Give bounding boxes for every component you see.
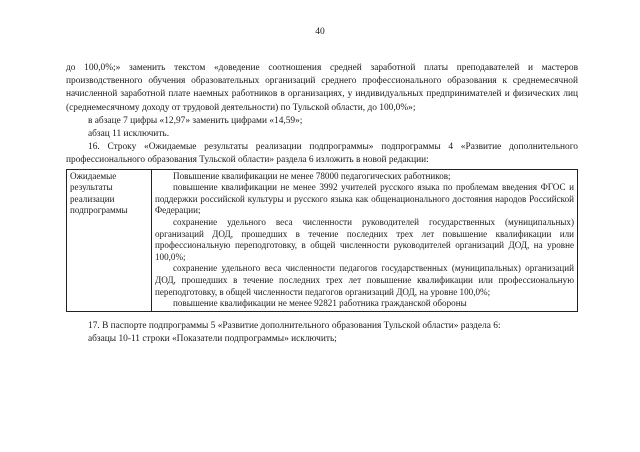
table-row (67, 169, 578, 311)
intro-paragraph-2: в абзаце 7 цифры «12,97» заменить цифрами «14,59»; (88, 115, 303, 126)
outro-paragraph-2: абзацы 10-11 строки «Показатели подпрограммы» исключить; (88, 333, 337, 344)
intro-paragraph-4: 16. Строку «Ожидаемые результаты реализации подпрограммы» подпрограммы 4 «Развитие дополнительного профессионального образования Тульской области» раздела 6 изложить в новой редакции: (66, 142, 578, 166)
table-label-cell: Ожидаемые результаты реализации подпрограммы (67, 169, 152, 311)
expected-results-table (66, 169, 578, 312)
page-number: 40 (315, 27, 325, 37)
intro-paragraph-3: абзац 11 исключить. (88, 129, 170, 140)
table-item-3: сохранение удельного веса численности руководителей государственных (муниципальных) организаций ДОД, прошедших в течение последних трех лет повышение квалификации или профессиональную переподготовку, в общей численности руководителей организаций ДОД, на уровне 100,0%; (155, 217, 574, 262)
intro-paragraph-1: до 100,0%;» заменить текстом «доведение соотношения средней заработной платы преподавателей и мастеров производственного обучения образовательных организаций среднего профессионального образования к среднемесячной начисленной заработной плате наемных работников в организациях, у индивидуальных предпринимателей и физических лиц (среднемесячному доходу от трудовой деятельности) по Тульской области, до 100,0%»; (66, 63, 578, 113)
document-body (66, 62, 578, 346)
table-content-cell (152, 169, 578, 311)
outro-section (66, 320, 578, 346)
table-item-4: сохранение удельного веса численности педагогов государственных (муниципальных) организаций ДОД, прошедших в течение последних трех лет повышение квалификации или профессиональную переподготовку, в общей численности педагогов организаций ДОД, на уровне 100,0%; (155, 263, 574, 297)
table-item-2: повышение квалификации не менее 3992 учителей русского языка по проблемам введения ФГОС и поддержки российской культуры и русского языка как общенационального достояния народов Российской Федерации; (155, 182, 574, 216)
table-item-1: Повышение квалификации не менее 78000 педагогических работников; (173, 170, 451, 181)
outro-paragraph-1: 17. В паспорте подпрограммы 5 «Развитие дополнительного образования Тульской области» раздела 6: (88, 320, 501, 331)
table-item-5: повышение квалификации не менее 92821 работника гражданской обороны (173, 298, 467, 309)
